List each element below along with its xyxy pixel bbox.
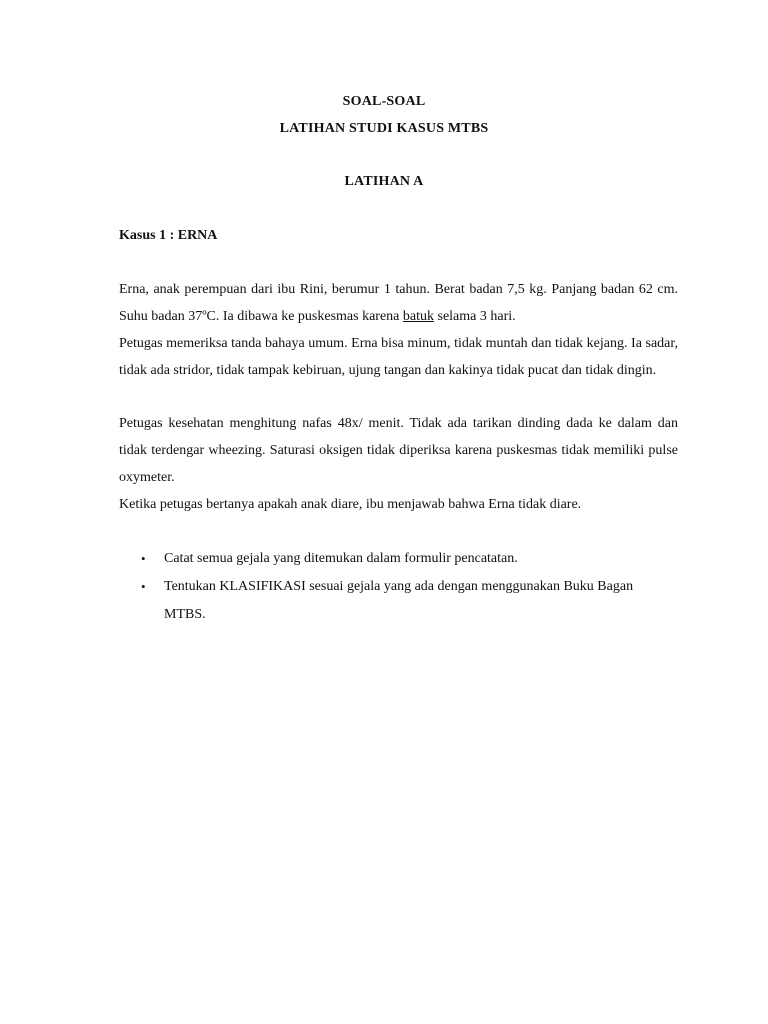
case-paragraph-diarrhea: Ketika petugas bertanya apakah anak diare, ibu menjawab bahwa Erna tidak diare. [119,497,582,512]
paragraph-text: Erna, anak perempuan dari ibu Rini, berumur 1 tahun. Berat badan 7,5 kg. Panjang badan 62 cm. Suhu badan 37ºC. Ia dibawa ke puskesmas karena [119,282,678,324]
document-title: SOAL-SOAL [342,94,426,109]
task-list [119,545,678,629]
case-paragraph-breathing: Petugas kesehatan menghitung nafas 48x/ menit. Tidak ada tarikan dinding dada ke dalam dan tidak terdengar wheezing. Saturasi oksigen tidak diperiksa karena puskesmas tidak memiliki pulse oxymeter. [119,416,678,485]
case-paragraph-patient-info [119,276,678,330]
task-item [119,573,678,629]
task-text: Tentukan KLASIFIKASI sesuai gejala yang ada dengan menggunakan Buku Bagan MTBS. [164,579,634,622]
bullet-icon: • [141,579,146,594]
paragraph-text: selama 3 hari. [434,309,516,324]
bullet-icon: • [141,551,146,566]
underlined-symptom: batuk [402,309,434,324]
task-text: Catat semua gejala yang ditemukan dalam formulir pencatatan. [164,551,518,566]
exercise-title: LATIHAN A [344,174,424,189]
case-title: Kasus 1 : ERNA [119,228,218,243]
case-paragraph-danger-signs: Petugas memeriksa tanda bahaya umum. Erna bisa minum, tidak muntah dan tidak kejang. Ia sadar, tidak ada stridor, tidak tampak kebiruan, ujung tangan dan kakinya tidak pucat dan tidak dingin. [119,336,678,378]
task-item [119,545,678,573]
document-subtitle: LATIHAN STUDI KASUS MTBS [279,121,489,136]
